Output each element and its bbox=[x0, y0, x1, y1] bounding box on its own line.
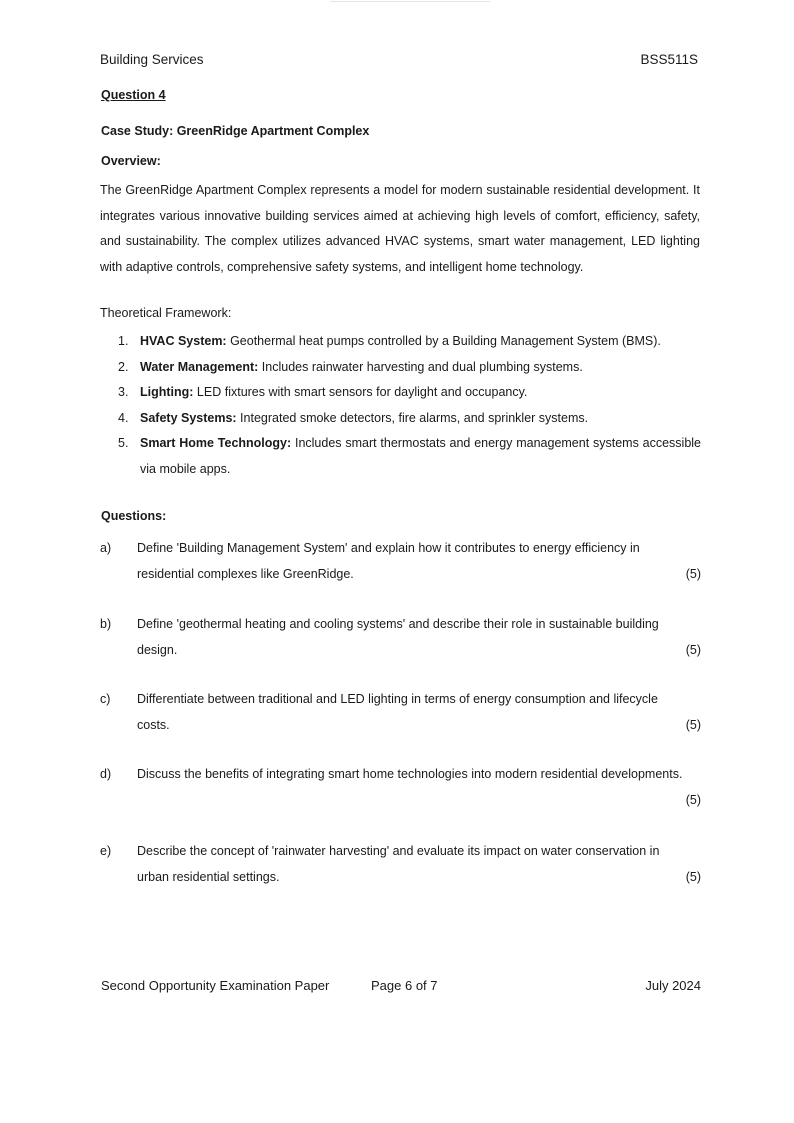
course-code: BSS511S bbox=[640, 52, 698, 67]
overview-paragraph: The GreenRidge Apartment Complex represents a model for modern sustainable residential development. It integrates various innovative building services aimed at achieving high levels of comfort, efficiency, safety, and sustainability. The complex utilizes advanced HVAC systems, smart water management, LED lighting with adaptive controls, comprehensive safety systems, and intelligent home technology. bbox=[100, 183, 700, 274]
framework-item-term: Lighting: bbox=[140, 385, 194, 399]
framework-item bbox=[118, 406, 701, 432]
question-letter: a) bbox=[100, 541, 112, 555]
framework-item-term: Water Management: bbox=[140, 359, 259, 374]
question-line-2: design. bbox=[137, 642, 178, 657]
footer-paper-title: Second Opportunity Examination Paper bbox=[101, 978, 330, 993]
overview-heading: Overview: bbox=[101, 154, 161, 168]
question-title: Question 4 bbox=[101, 88, 166, 102]
question-b bbox=[100, 612, 701, 663]
question-line-1: Discuss the benefits of integrating smart home technologies into modern residential developments. bbox=[137, 767, 683, 781]
question-line-1: Define 'Building Management System' and explain how it contributes to energy efficiency in bbox=[137, 541, 640, 555]
framework-item bbox=[118, 329, 701, 355]
question-marks: (5) bbox=[685, 642, 701, 657]
question-letter: b) bbox=[100, 617, 112, 631]
framework-item-text: Geothermal heat pumps controlled by a Building Management System (BMS). bbox=[226, 334, 661, 348]
framework-item bbox=[118, 355, 701, 381]
framework-heading: Theoretical Framework: bbox=[100, 306, 232, 320]
question-line-2: residential complexes like GreenRidge. bbox=[137, 566, 354, 581]
framework-item bbox=[118, 431, 701, 482]
question-line-1: Define 'geothermal heating and cooling systems' and describe their role in sustainable building bbox=[137, 617, 659, 631]
question-marks: (5) bbox=[685, 566, 701, 581]
framework-item-text: LED fixtures with smart sensors for daylight and occupancy. bbox=[193, 385, 528, 399]
footer-page-number: Page 6 of 7 bbox=[371, 978, 438, 993]
question-last-line bbox=[137, 562, 701, 588]
question-a bbox=[100, 536, 701, 587]
question-letter: d) bbox=[100, 767, 112, 781]
question-line-1: Describe the concept of 'rainwater harvesting' and evaluate its impact on water conservation in bbox=[137, 844, 660, 858]
course-name: Building Services bbox=[100, 52, 204, 67]
scan-edge-line bbox=[330, 1, 490, 2]
framework-item-number: 2. bbox=[118, 359, 129, 374]
question-line-2: urban residential settings. bbox=[137, 869, 280, 884]
framework-item-text: Includes smart thermostats and energy management systems accessible via mobile apps. bbox=[140, 436, 702, 476]
framework-item-term: Safety Systems: bbox=[140, 410, 237, 425]
question-marks: (5) bbox=[685, 869, 701, 884]
question-last-line bbox=[137, 713, 701, 739]
framework-item-number: 1. bbox=[118, 334, 129, 348]
framework-item-number: 4. bbox=[118, 410, 129, 425]
framework-item-text: Integrated smoke detectors, fire alarms, and sprinkler systems. bbox=[236, 410, 589, 425]
question-line-2: costs. bbox=[137, 717, 170, 732]
framework-item-term: Smart Home Technology: bbox=[140, 436, 292, 450]
question-marks: (5) bbox=[685, 717, 701, 732]
question-letter: e) bbox=[100, 844, 112, 858]
question-e bbox=[100, 839, 701, 890]
question-d bbox=[100, 762, 701, 813]
questions-heading: Questions: bbox=[101, 509, 167, 523]
footer-date: July 2024 bbox=[645, 978, 701, 993]
question-marks: (5) bbox=[685, 792, 701, 807]
framework-item bbox=[118, 380, 701, 406]
case-study-title: Case Study: GreenRidge Apartment Complex bbox=[101, 124, 370, 138]
question-c bbox=[100, 687, 701, 738]
framework-list bbox=[118, 329, 701, 482]
framework-item-number: 5. bbox=[118, 436, 129, 450]
framework-item-term: HVAC System: bbox=[140, 334, 227, 348]
framework-item-text: Includes rainwater harvesting and dual plumbing systems. bbox=[258, 359, 583, 374]
question-line-1: Differentiate between traditional and LED lighting in terms of energy consumption and lifecycle bbox=[137, 692, 658, 706]
question-last-line bbox=[137, 638, 701, 664]
question-last-line bbox=[137, 865, 701, 891]
question-letter: c) bbox=[100, 692, 111, 706]
framework-item-number: 3. bbox=[118, 385, 129, 399]
